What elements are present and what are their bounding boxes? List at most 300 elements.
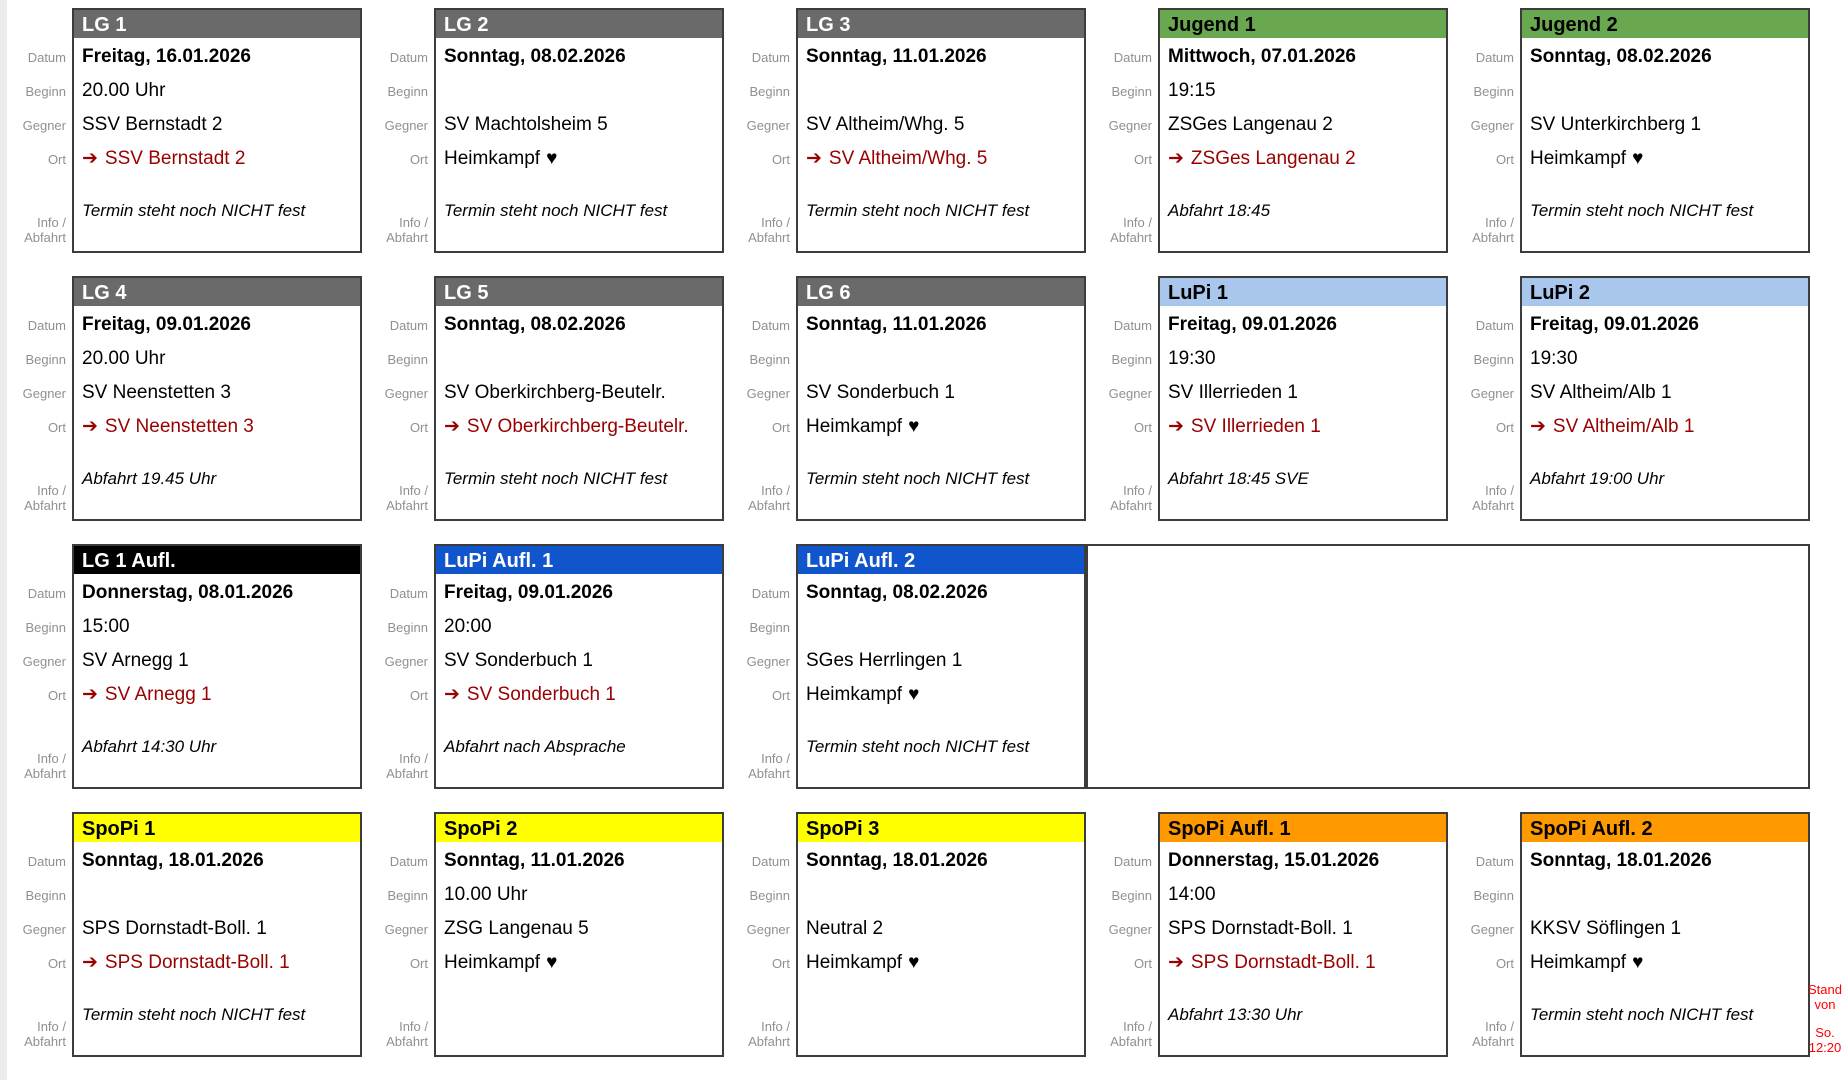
opponent-name: Neutral 2 (806, 918, 884, 939)
team-header: LG 4 (74, 278, 360, 308)
label-info: Info / (37, 483, 66, 498)
label-info: Info / (37, 751, 66, 766)
label-spacer (724, 712, 790, 734)
opponent-name: SV Unterkirchberg 1 (1530, 114, 1702, 135)
card-spacer (74, 980, 360, 1002)
label-info: Info / (399, 483, 428, 498)
label-info: Info / (1123, 483, 1152, 498)
field-labels (0, 544, 72, 789)
match-start-time: 19:30 (1168, 348, 1216, 369)
team-header: LG 3 (798, 10, 1084, 40)
team-header: LG 6 (798, 278, 1084, 308)
label-gegner: Gegner (746, 654, 790, 669)
opponent-name: SV Altheim/Alb 1 (1530, 382, 1672, 403)
match-card (434, 8, 724, 253)
field-labels (724, 8, 796, 253)
label-info-abfahrt (362, 1002, 428, 1057)
label-beginn: Beginn (387, 352, 428, 367)
match-card (1158, 812, 1448, 1057)
opponent-name: SV Arnegg 1 (82, 650, 189, 671)
label-spacer (362, 176, 428, 198)
label-spacer (1448, 980, 1514, 1002)
card-spacer (1522, 444, 1808, 466)
label-abfahrt: Abfahrt (386, 498, 428, 513)
schedule-row (0, 812, 1810, 1057)
home-location-text: Heimkampf (806, 952, 903, 973)
label-abfahrt: Abfahrt (24, 766, 66, 781)
match-location (798, 678, 1084, 712)
label-datum: Datum (751, 50, 790, 65)
label-gegner: Gegner (1108, 922, 1152, 937)
match-date: Donnerstag, 15.01.2026 (1168, 850, 1380, 871)
label-abfahrt: Abfahrt (24, 1034, 66, 1049)
match-location (1160, 142, 1446, 176)
schedule-cell (0, 812, 362, 1057)
label-gegner: Gegner (22, 922, 66, 937)
schedule-row (0, 276, 1810, 521)
field-labels (0, 276, 72, 521)
schedule-cell (0, 8, 362, 253)
label-datum: Datum (27, 318, 66, 333)
label-beginn: Beginn (749, 888, 790, 903)
schedule-cell (1086, 812, 1448, 1057)
label-gegner: Gegner (22, 118, 66, 133)
match-card (1158, 8, 1448, 253)
info-abfahrt-note: Termin steht noch NICHT fest (806, 469, 1030, 488)
label-info-abfahrt (1448, 198, 1514, 253)
field-labels (362, 276, 434, 521)
label-abfahrt: Abfahrt (24, 498, 66, 513)
match-date: Sonntag, 08.02.2026 (444, 46, 626, 67)
schedule-cell (0, 276, 362, 521)
away-arrow-icon: ➔ (1168, 952, 1184, 973)
schedule-row (0, 8, 1810, 253)
label-ort: Ort (47, 420, 66, 435)
label-ort: Ort (1495, 420, 1514, 435)
match-location (74, 142, 360, 176)
label-info-abfahrt (0, 1002, 66, 1057)
match-card (434, 812, 724, 1057)
label-datum: Datum (389, 318, 428, 333)
label-datum: Datum (27, 854, 66, 869)
label-gegner: Gegner (1470, 386, 1514, 401)
match-date: Sonntag, 08.02.2026 (1530, 46, 1712, 67)
heart-icon: ♥ (908, 416, 920, 437)
match-location (436, 678, 722, 712)
info-abfahrt-note: Termin steht noch NICHT fest (806, 737, 1030, 756)
label-info: Info / (399, 1019, 428, 1034)
match-start-time (74, 878, 360, 912)
label-info-abfahrt (724, 198, 790, 253)
label-abfahrt: Abfahrt (386, 766, 428, 781)
team-header: LuPi Aufl. 2 (798, 546, 1084, 576)
card-spacer (798, 980, 1084, 1002)
match-date: Mittwoch, 07.01.2026 (1168, 46, 1356, 67)
label-abfahrt: Abfahrt (1472, 498, 1514, 513)
team-header: LuPi 1 (1160, 278, 1446, 308)
opponent-name: SV Altheim/Whg. 5 (806, 114, 965, 135)
label-abfahrt: Abfahrt (748, 1034, 790, 1049)
field-labels (1448, 276, 1520, 521)
label-ort: Ort (771, 152, 790, 167)
team-header: Jugend 2 (1522, 10, 1808, 40)
match-date: Freitag, 09.01.2026 (1168, 314, 1337, 335)
field-labels (0, 8, 72, 253)
away-location-text: SPS Dornstadt-Boll. 1 (104, 952, 290, 973)
info-abfahrt-note: Termin steht noch NICHT fest (806, 201, 1030, 220)
info-abfahrt-note: Abfahrt nach Absprache (444, 737, 626, 756)
label-datum: Datum (751, 586, 790, 601)
info-abfahrt-note: Termin steht noch NICHT fest (82, 201, 306, 220)
match-card (72, 276, 362, 521)
info-abfahrt-note: Abfahrt 19.45 Uhr (82, 469, 217, 488)
label-info: Info / (761, 483, 790, 498)
label-beginn: Beginn (1111, 352, 1152, 367)
match-start-time (798, 74, 1084, 108)
match-date: Sonntag, 08.02.2026 (806, 582, 988, 603)
match-card (434, 276, 724, 521)
field-labels (724, 276, 796, 521)
card-spacer (798, 712, 1084, 734)
match-schedule-grid (0, 8, 1810, 1080)
opponent-name: SV Neenstetten 3 (82, 382, 231, 403)
label-beginn: Beginn (387, 84, 428, 99)
match-date: Freitag, 09.01.2026 (82, 314, 251, 335)
label-gegner: Gegner (384, 386, 428, 401)
label-spacer (362, 444, 428, 466)
schedule-cell (724, 276, 1086, 521)
schedule-cell (1086, 276, 1448, 521)
opponent-name: SV Sonderbuch 1 (444, 650, 593, 671)
label-ort: Ort (771, 688, 790, 703)
label-datum: Datum (27, 50, 66, 65)
card-spacer (74, 712, 360, 734)
label-gegner: Gegner (22, 654, 66, 669)
schedule-cell (724, 8, 1086, 253)
label-ort: Ort (409, 420, 428, 435)
away-location-text: SPS Dornstadt-Boll. 1 (1190, 952, 1376, 973)
match-card (72, 812, 362, 1057)
label-ort: Ort (47, 152, 66, 167)
match-card (1520, 276, 1810, 521)
match-date: Sonntag, 08.02.2026 (444, 314, 626, 335)
schedule-cell (0, 544, 362, 789)
match-date: Sonntag, 18.01.2026 (806, 850, 988, 871)
card-spacer (1160, 176, 1446, 198)
label-spacer (1448, 444, 1514, 466)
match-location (798, 410, 1084, 444)
label-gegner: Gegner (384, 654, 428, 669)
label-spacer (1086, 176, 1152, 198)
label-gegner: Gegner (1470, 922, 1514, 937)
label-beginn: Beginn (1111, 84, 1152, 99)
card-spacer (1522, 176, 1808, 198)
schedule-cell (362, 8, 724, 253)
schedule-cell (1448, 812, 1810, 1057)
label-gegner: Gegner (384, 922, 428, 937)
label-info-abfahrt (724, 734, 790, 789)
schedule-cell (1086, 8, 1448, 253)
match-start-time: 14:00 (1168, 884, 1216, 905)
label-info-abfahrt (0, 734, 66, 789)
opponent-name: ZSG Langenau 5 (444, 918, 589, 939)
label-beginn: Beginn (25, 352, 66, 367)
label-info: Info / (761, 751, 790, 766)
info-abfahrt-note: Abfahrt 18:45 SVE (1168, 469, 1309, 488)
label-beginn: Beginn (1473, 352, 1514, 367)
team-header: SpoPi 2 (436, 814, 722, 844)
info-abfahrt-note: Abfahrt 14:30 Uhr (82, 737, 217, 756)
team-header: SpoPi 3 (798, 814, 1084, 844)
opponent-name: SV Oberkirchberg-Beutelr. (444, 382, 666, 403)
card-spacer (436, 176, 722, 198)
info-abfahrt-note: Abfahrt 13:30 Uhr (1168, 1005, 1303, 1024)
info-abfahrt-note: Abfahrt 18:45 (1168, 201, 1271, 220)
away-location-text: ZSGes Langenau 2 (1190, 148, 1356, 169)
away-arrow-icon: ➔ (82, 684, 98, 705)
label-ort: Ort (409, 688, 428, 703)
field-labels (724, 812, 796, 1057)
label-beginn: Beginn (387, 888, 428, 903)
match-date: Freitag, 09.01.2026 (444, 582, 613, 603)
match-location (436, 142, 722, 176)
away-arrow-icon: ➔ (444, 684, 460, 705)
team-header: LG 5 (436, 278, 722, 308)
label-info-abfahrt (1086, 1002, 1152, 1057)
label-abfahrt: Abfahrt (1110, 1034, 1152, 1049)
info-abfahrt-note (436, 1002, 722, 1005)
label-beginn: Beginn (1473, 84, 1514, 99)
team-header: SpoPi Aufl. 2 (1522, 814, 1808, 844)
match-location (74, 410, 360, 444)
away-arrow-icon: ➔ (1168, 416, 1184, 437)
away-location-text: SV Sonderbuch 1 (466, 684, 616, 705)
label-abfahrt: Abfahrt (748, 498, 790, 513)
match-start-time: 19:30 (1530, 348, 1578, 369)
label-ort: Ort (771, 956, 790, 971)
label-beginn: Beginn (387, 620, 428, 635)
away-location-text: SV Oberkirchberg-Beutelr. (466, 416, 689, 437)
label-info-abfahrt (0, 466, 66, 521)
match-date: Freitag, 09.01.2026 (1530, 314, 1699, 335)
schedule-cell (362, 812, 724, 1057)
info-abfahrt-note: Termin steht noch NICHT fest (444, 469, 668, 488)
match-start-time (436, 342, 722, 376)
heart-icon: ♥ (546, 952, 558, 973)
away-arrow-icon: ➔ (444, 416, 460, 437)
label-abfahrt: Abfahrt (1110, 498, 1152, 513)
label-ort: Ort (1495, 152, 1514, 167)
field-labels (362, 812, 434, 1057)
field-labels (1086, 812, 1158, 1057)
match-location (798, 946, 1084, 980)
match-location (1160, 946, 1446, 980)
label-info-abfahrt (724, 466, 790, 521)
team-header: Jugend 1 (1160, 10, 1446, 40)
label-gegner: Gegner (746, 118, 790, 133)
card-spacer (1160, 444, 1446, 466)
label-spacer (1086, 444, 1152, 466)
team-header: LuPi Aufl. 1 (436, 546, 722, 576)
label-ort: Ort (1133, 152, 1152, 167)
opponent-name: SPS Dornstadt-Boll. 1 (82, 918, 267, 939)
card-spacer (798, 444, 1084, 466)
card-spacer (74, 176, 360, 198)
label-abfahrt: Abfahrt (1472, 1034, 1514, 1049)
match-date: Sonntag, 11.01.2026 (806, 314, 987, 335)
card-spacer (1160, 980, 1446, 1002)
label-info-abfahrt (1448, 1002, 1514, 1057)
label-ort: Ort (47, 688, 66, 703)
match-location (74, 678, 360, 712)
label-abfahrt: Abfahrt (748, 766, 790, 781)
label-datum: Datum (751, 318, 790, 333)
label-abfahrt: Abfahrt (24, 230, 66, 245)
card-spacer (74, 444, 360, 466)
away-arrow-icon: ➔ (1168, 148, 1184, 169)
label-datum: Datum (1113, 50, 1152, 65)
label-spacer (362, 712, 428, 734)
label-gegner: Gegner (1108, 118, 1152, 133)
label-beginn: Beginn (25, 888, 66, 903)
match-date: Sonntag, 11.01.2026 (806, 46, 987, 67)
schedule-cell (1448, 276, 1810, 521)
label-ort: Ort (409, 152, 428, 167)
match-card (72, 544, 362, 789)
match-location (1522, 142, 1808, 176)
field-labels (362, 544, 434, 789)
label-info: Info / (399, 215, 428, 230)
match-card (1158, 276, 1448, 521)
field-labels (362, 8, 434, 253)
card-spacer (798, 176, 1084, 198)
schedule-cell (1448, 8, 1810, 253)
last-updated-label: Stand von (1808, 982, 1842, 1012)
match-location (436, 410, 722, 444)
opponent-name: KKSV Söflingen 1 (1530, 918, 1682, 939)
label-ort: Ort (1133, 420, 1152, 435)
home-location-text: Heimkampf (1530, 148, 1627, 169)
card-spacer (1522, 980, 1808, 1002)
label-datum: Datum (751, 854, 790, 869)
match-start-time: 20.00 Uhr (82, 348, 166, 369)
label-info: Info / (1485, 483, 1514, 498)
match-card (796, 544, 1086, 789)
heart-icon: ♥ (908, 684, 920, 705)
label-gegner: Gegner (746, 386, 790, 401)
label-info-abfahrt (724, 1002, 790, 1057)
match-date: Sonntag, 18.01.2026 (1530, 850, 1712, 871)
opponent-name: SGes Herrlingen 1 (806, 650, 963, 671)
schedule-cell (724, 812, 1086, 1057)
label-datum: Datum (1113, 854, 1152, 869)
match-location (1160, 410, 1446, 444)
opponent-name: SV Machtolsheim 5 (444, 114, 608, 135)
match-location (1522, 410, 1808, 444)
label-gegner: Gegner (1470, 118, 1514, 133)
match-start-time: 20:00 (444, 616, 492, 637)
info-abfahrt-note: Termin steht noch NICHT fest (1530, 201, 1754, 220)
label-spacer (362, 980, 428, 1002)
empty-schedule-cell (1086, 544, 1810, 789)
match-card (796, 8, 1086, 253)
label-ort: Ort (1495, 956, 1514, 971)
field-labels (0, 812, 72, 1057)
label-datum: Datum (27, 586, 66, 601)
label-beginn: Beginn (1473, 888, 1514, 903)
label-spacer (724, 176, 790, 198)
match-card (796, 276, 1086, 521)
opponent-name: SV Illerrieden 1 (1168, 382, 1298, 403)
info-abfahrt-note: Termin steht noch NICHT fest (444, 201, 668, 220)
opponent-name: SV Sonderbuch 1 (806, 382, 955, 403)
match-start-time (798, 342, 1084, 376)
schedule-cell (362, 544, 724, 789)
home-location-text: Heimkampf (444, 952, 541, 973)
match-card (1520, 812, 1810, 1057)
match-start-time (798, 878, 1084, 912)
label-ort: Ort (409, 956, 428, 971)
label-beginn: Beginn (25, 620, 66, 635)
away-location-text: SV Neenstetten 3 (104, 416, 254, 437)
match-card (434, 544, 724, 789)
match-start-time: 15:00 (82, 616, 130, 637)
match-card (72, 8, 362, 253)
label-info-abfahrt (362, 198, 428, 253)
schedule-row (0, 544, 1810, 789)
label-datum: Datum (389, 586, 428, 601)
match-date: Donnerstag, 08.01.2026 (82, 582, 294, 603)
label-beginn: Beginn (749, 352, 790, 367)
team-header: SpoPi Aufl. 1 (1160, 814, 1446, 844)
away-location-text: SV Altheim/Whg. 5 (828, 148, 988, 169)
label-gegner: Gegner (22, 386, 66, 401)
label-datum: Datum (1475, 318, 1514, 333)
label-info: Info / (1123, 215, 1152, 230)
away-location-text: SV Altheim/Alb 1 (1552, 416, 1695, 437)
empty-match-box (1086, 544, 1810, 789)
label-beginn: Beginn (749, 620, 790, 635)
label-datum: Datum (1475, 50, 1514, 65)
away-arrow-icon: ➔ (82, 416, 98, 437)
away-arrow-icon: ➔ (1530, 416, 1546, 437)
label-datum: Datum (389, 854, 428, 869)
match-location (74, 946, 360, 980)
match-start-time (1522, 74, 1808, 108)
label-info-abfahrt (1086, 198, 1152, 253)
label-info-abfahrt (0, 198, 66, 253)
away-location-text: SSV Bernstadt 2 (104, 148, 246, 169)
label-spacer (0, 444, 66, 466)
match-start-time (798, 610, 1084, 644)
schedule-cell (724, 544, 1086, 789)
label-spacer (1086, 980, 1152, 1002)
card-spacer (436, 444, 722, 466)
label-abfahrt: Abfahrt (1472, 230, 1514, 245)
label-abfahrt: Abfahrt (1110, 230, 1152, 245)
field-labels (1448, 8, 1520, 253)
field-labels (1448, 812, 1520, 1057)
team-header: SpoPi 1 (74, 814, 360, 844)
team-header: LG 1 (74, 10, 360, 40)
label-info-abfahrt (1086, 466, 1152, 521)
label-info-abfahrt (1448, 466, 1514, 521)
match-date: Freitag, 16.01.2026 (82, 46, 251, 67)
label-beginn: Beginn (749, 84, 790, 99)
field-labels (1086, 276, 1158, 521)
label-ort: Ort (1133, 956, 1152, 971)
label-info: Info / (1485, 1019, 1514, 1034)
